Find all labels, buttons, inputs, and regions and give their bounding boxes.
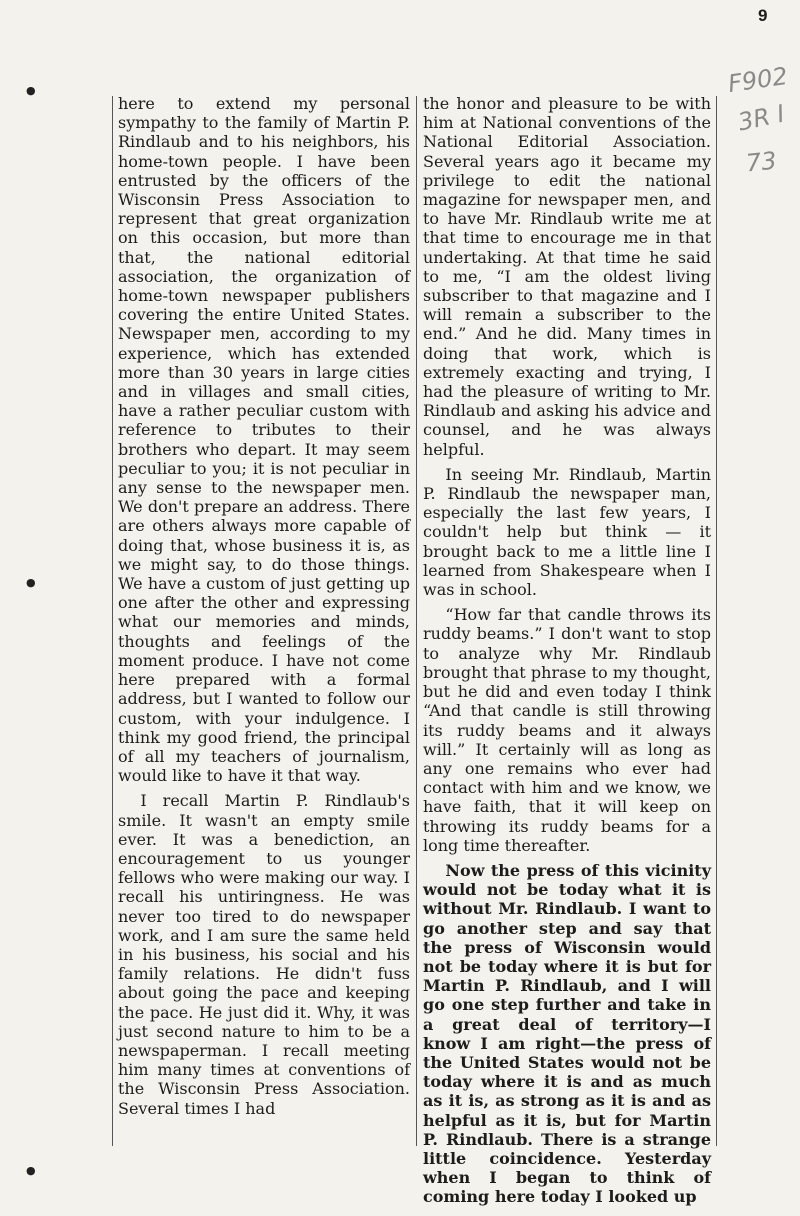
text-column-left [118, 94, 410, 1118]
binding-hole-mark: ● [26, 576, 36, 589]
paragraph: I recall Martin P. Rindlaub's smile. It wasn't an empty smile ever. It was a benediction, an encouragement to us younger fellows who were making our way. I recall his untiringness. He was never too tired to do newspaper work, and I am sure the same held in his business, his social and his family relations. He didn't fuss about going the pace and keeping the pace. He just did it. Why, it was just second nature to him to be a newspaperman. I recall meeting him many times at conventions of the Wisconsin Press Association. Several times I had [118, 791, 410, 1118]
paragraph: Now the press of this vicinity would not be today what it is without Mr. Rindlaub. I want to go another step and say that the press of Wisconsin would not be today where it is but for Martin P. Rindlaub, and I will go one step further and take in a great deal of territory—I know I am right—the press of the United States would not be today where it is and as much as it is, as strong as it is and as helpful as it is, but for Martin P. Rindlaub. There is a strange little coincidence. Yesterday when I began to think of coming here today I looked up [423, 860, 711, 1207]
paragraph: “How far that candle throws its ruddy beams.” I don't want to stop to analyze why Mr. Rindlaub brought that phrase to my thought, but he did and even today I think “And that candle is still throwing its ruddy beams and it always will.” It certainly will as long as any one remains who ever had contact with him and we know, we have faith, that it will keep on throwing its ruddy beams for a long time thereafter. [423, 605, 711, 855]
binding-hole-mark: ● [26, 1164, 36, 1177]
column-rule [716, 96, 717, 1146]
paragraph: here to extend my personal sympathy to the family of Martin P. Rindlaub and to his neighbors, his home-town people. I have been entrusted by the officers of the Wisconsin Press Association to represent that great organization on this occasion, but more than that, the national editorial association, the organization of home-town newspaper publishers covering the entire United States. Newspaper men, according to my experience, which has extended more than 30 years in large cities and in villages and small cities, have a rather peculiar custom with reference to tributes to their brothers who depart. It may seem peculiar to you; it is not peculiar in any sense to the newspaper men. We don't prepare an address. There are others always more capable of doing that, whose business it is, as we might say, to do those things. We have a custom of just getting up one after the other and expressing what our memories and minds, thoughts and feelings of the moment produce. I have not come here prepared with a formal address, but I wanted to follow our custom, with your indulgence. I think my good friend, the principal of all my teachers of journalism, would like to have it that way. [118, 94, 410, 786]
page-number: 9 [758, 6, 768, 25]
handwritten-annotation: F902 [726, 61, 790, 99]
text-column-right [423, 94, 711, 1207]
paragraph: the honor and pleasure to be with him at National conventions of the National Editorial Association. Several years ago it became my privilege to edit the national magazine for newspaper men, and to have Mr. Rindlaub write me at that time to encourage me in that undertaking. At that time he said to me, “I am the oldest living subscriber to that magazine and I will remain a subscriber to the end.” And he did. Many times in doing that work, which is extremely exacting and trying, I had the pleasure of writing to Mr. Rindlaub and asking his advice and counsel, and he was always helpful. [423, 94, 711, 459]
handwritten-annotation: 3R I [735, 99, 788, 137]
column-rule [112, 96, 113, 1146]
binding-hole-mark: ● [26, 84, 36, 97]
column-rule [416, 96, 417, 1146]
handwritten-annotation: 73 [744, 146, 778, 178]
paragraph: In seeing Mr. Rindlaub, Martin P. Rindlaub the newspaper man, especially the last few years, I couldn't help but think — it brought back to me a little line I learned from Shakespeare when I was in school. [423, 464, 711, 600]
